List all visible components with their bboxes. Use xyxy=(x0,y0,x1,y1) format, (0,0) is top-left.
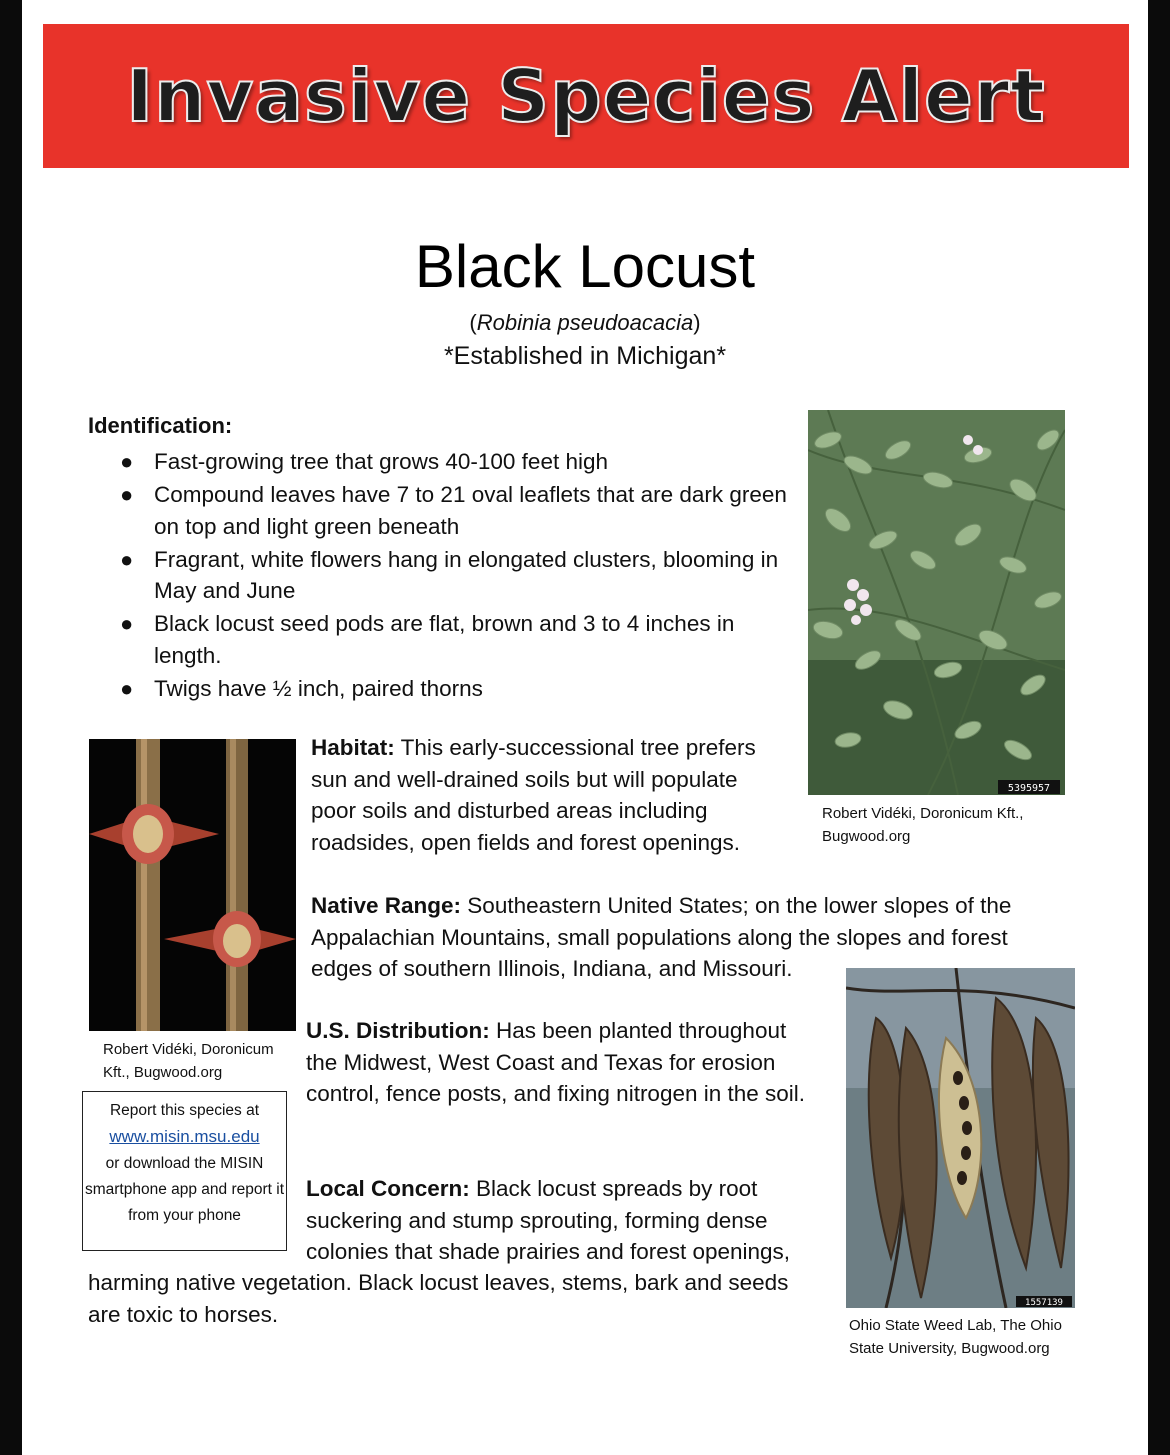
identification-list xyxy=(88,446,788,706)
bullet-icon: ● xyxy=(120,449,134,474)
concern-text: Black locust spreads by root suckering and stump sprouting, forming dense colonies that shade prairies and forest openings, xyxy=(306,1176,791,1264)
concern-label: Local Concern: xyxy=(306,1176,470,1201)
alert-banner xyxy=(43,24,1129,168)
distribution-paragraph xyxy=(306,1015,816,1110)
list-item xyxy=(88,608,788,671)
scientific-name-line xyxy=(0,310,1170,336)
list-item-text: Compound leaves have 7 to 21 oval leaflets that are dark green on top and light green beneath xyxy=(154,482,787,539)
native-range-text: Southeastern United States; on the lower slopes of the Appalachian Mountains, small populations along the slopes and forest edges of southern Illinois, Indiana, and Missouri. xyxy=(311,893,1012,981)
list-item-text: Fast-growing tree that grows 40-100 feet high xyxy=(154,449,608,474)
leaves-photo-id: 5395957 xyxy=(1007,783,1051,794)
pods-photo xyxy=(846,968,1075,1308)
habitat-label: Habitat: xyxy=(311,735,395,760)
report-line-1: Report this species at xyxy=(109,1102,260,1119)
identification-heading: Identification: xyxy=(88,413,233,438)
bullet-icon: ● xyxy=(120,546,134,572)
list-item-text: Twigs have ½ inch, paired thorns xyxy=(154,675,483,701)
concern-paragraph xyxy=(306,1173,826,1268)
right-screen-edge xyxy=(1148,0,1170,1455)
pods-photo-id: 1557139 xyxy=(1025,1298,1063,1308)
scientific-name: Robinia pseudoacacia xyxy=(476,310,694,335)
left-screen-edge xyxy=(0,0,22,1455)
leaves-photo xyxy=(808,410,1065,795)
bullet-icon: ● xyxy=(120,482,134,507)
bullet-icon: ● xyxy=(120,675,134,701)
list-item xyxy=(88,544,788,607)
list-item xyxy=(88,479,788,542)
list-item xyxy=(88,446,788,478)
concern-paragraph-continued: harming native vegetation. Black locust leaves, stems, bark and seeds are toxic to horses. xyxy=(88,1270,789,1327)
thorns-photo xyxy=(89,739,296,1031)
banner-title: Invasive Species Alert xyxy=(126,54,1046,138)
list-item-text: Black locust seed pods are flat, brown and 3 to 4 inches in length. xyxy=(154,611,735,668)
list-item xyxy=(88,673,788,705)
misin-link[interactable]: www.misin.msu.edu xyxy=(109,1127,260,1146)
paren-open: ( xyxy=(469,310,477,335)
habitat-paragraph xyxy=(311,732,781,858)
distribution-label: U.S. Distribution: xyxy=(306,1018,490,1043)
paren-close: ) xyxy=(693,310,701,335)
report-line-2: or download the MISIN smartphone app and report it from your phone xyxy=(84,1155,285,1224)
pods-photo-caption: Ohio State Weed Lab, The Ohio State University, Bugwood.org xyxy=(849,1317,1062,1357)
species-title: Black Locust xyxy=(414,233,756,300)
establishment-status: *Established in Michigan* xyxy=(443,342,727,370)
thorns-photo-caption: Robert Vidéki, Doronicum Kft., Bugwood.org xyxy=(103,1041,274,1081)
leaves-photo-caption: Robert Vidéki, Doronicum Kft., Bugwood.org xyxy=(822,805,1024,845)
distribution-text: Has been planted throughout the Midwest, West Coast and Texas for erosion control, fence posts, and fixing nitrogen in the soil. xyxy=(306,1018,806,1106)
habitat-text: This early-successional tree prefers sun and well-drained soils but will populate poor soils and disturbed areas including roadsides, open fields and forest openings. xyxy=(311,735,756,855)
native-range-label: Native Range: xyxy=(311,893,462,918)
report-box xyxy=(82,1091,287,1251)
bullet-icon: ● xyxy=(120,611,134,636)
list-item-text: Fragrant, white flowers hang in elongated clusters, blooming in May and June xyxy=(154,546,779,603)
native-range-paragraph xyxy=(311,890,1056,985)
